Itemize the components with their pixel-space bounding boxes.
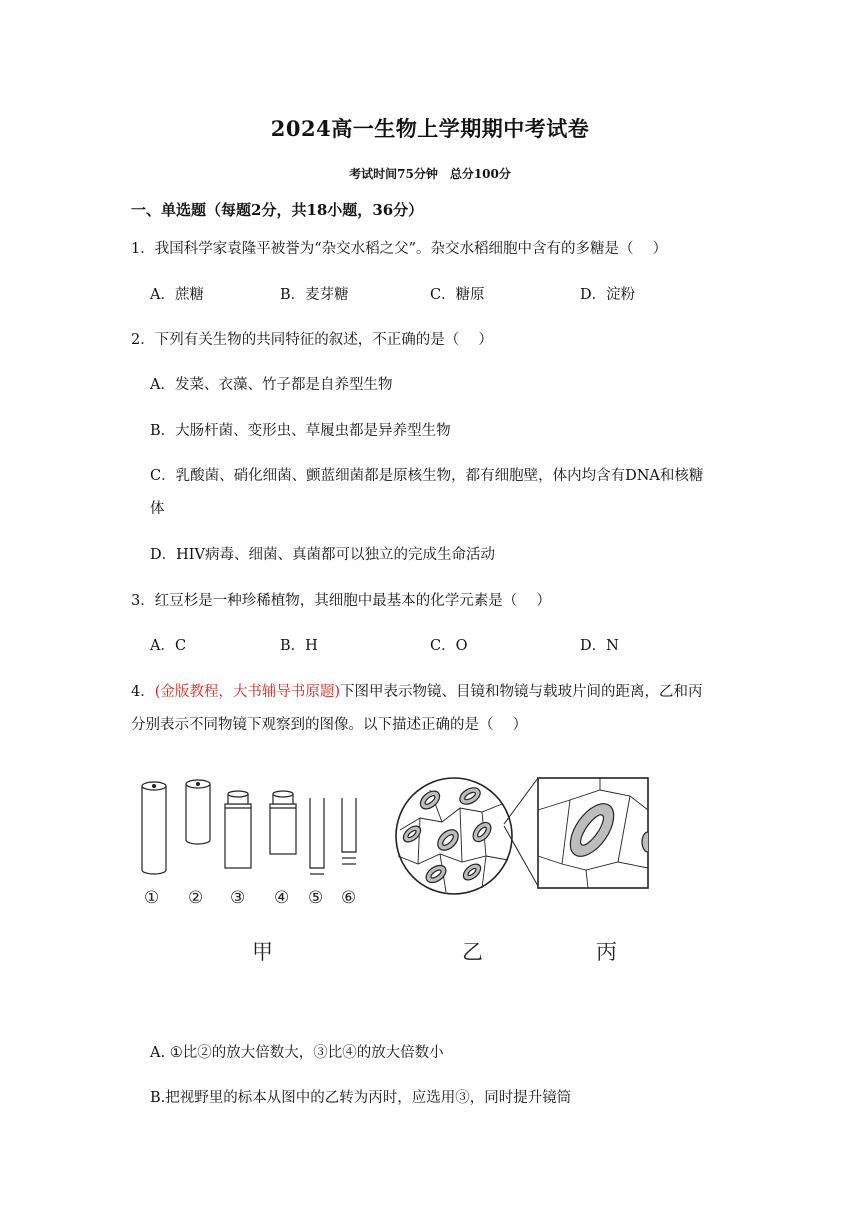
q2-option-c-cont: 体 [150,501,165,517]
exam-title: 2024高一生物上学期期中考试卷 [270,116,590,141]
label-3: ③ [230,888,246,908]
label-5: ⑤ [308,888,324,908]
q4-option-b: B.把视野里的标本从图中的乙转为丙时，应选用③，同时提升镜筒 [150,1090,572,1106]
eyepiece-short [186,780,210,844]
panel-label-yi: 乙 [462,940,483,964]
panel-label-bing: 丙 [596,940,617,964]
question-4-stem [131,680,703,704]
figure-drawing [130,760,670,980]
q4-number: 4． [131,684,155,700]
field-of-view-yi [396,778,538,894]
label-4: ④ [274,888,290,908]
field-of-view-bing [538,778,648,888]
panel-label-jia: 甲 [252,940,273,964]
objective-long [225,791,251,868]
q1-option-c: C．糖原 [430,287,485,303]
q1-option-b: B．麦芽糖 [280,287,349,303]
q4-source-note: (金版教程，大书辅导书原题) [154,684,341,700]
question-2-stem: 2．下列有关生物的共同特征的叙述，不正确的是（ ） [131,332,493,348]
question-1-stem: 1．我国科学家袁隆平被誉为“杂交水稻之父”。杂交水稻细胞中含有的多糖是（ ） [131,241,668,257]
q4-stem-text: 下图甲表示物镜、目镜和物镜与载玻片间的距离，乙和丙 [340,684,703,700]
q2-option-c: C．乳酸菌、硝化细菌、颤蓝细菌都是原核生物，都有细胞壁，体内均含有DNA和核糖 [150,468,704,484]
eyepiece-long [142,782,166,874]
microscope-figure [130,760,670,980]
q3-option-c: C．O [430,638,468,654]
q2-option-d: D．HIV病毒、细菌、真菌都可以独立的完成生命活动 [150,547,495,563]
distance-markers [310,798,356,874]
exam-subtitle: 考试时间75分钟 总分100分 [349,167,511,181]
label-2: ② [188,888,204,908]
q4-option-a: A. ①比②的放大倍数大，③比④的放大倍数小 [150,1045,444,1061]
q2-option-b: B．大肠杆菌、变形虫、草履虫都是异养型生物 [150,423,451,439]
label-6: ⑥ [341,888,357,908]
q1-option-d: D．淀粉 [580,287,636,303]
objective-short [270,791,296,854]
q3-option-a: A．C [150,638,187,654]
q3-option-b: B．H [280,638,318,654]
section-heading: 一、单选题（每题2分，共18小题，36分） [131,201,424,219]
question-3-stem: 3．红豆杉是一种珍稀植物，其细胞中最基本的化学元素是（ ） [131,593,551,609]
q3-option-d: D．N [580,638,619,654]
q1-option-a: A．蔗糖 [150,287,204,303]
q2-option-a: A．发菜、衣藻、竹子都是自养型生物 [150,377,393,393]
label-1: ① [144,888,160,908]
question-4-stem-line2: 分别表示不同物镜下观察到的图像。以下描述正确的是（ ） [131,717,528,733]
